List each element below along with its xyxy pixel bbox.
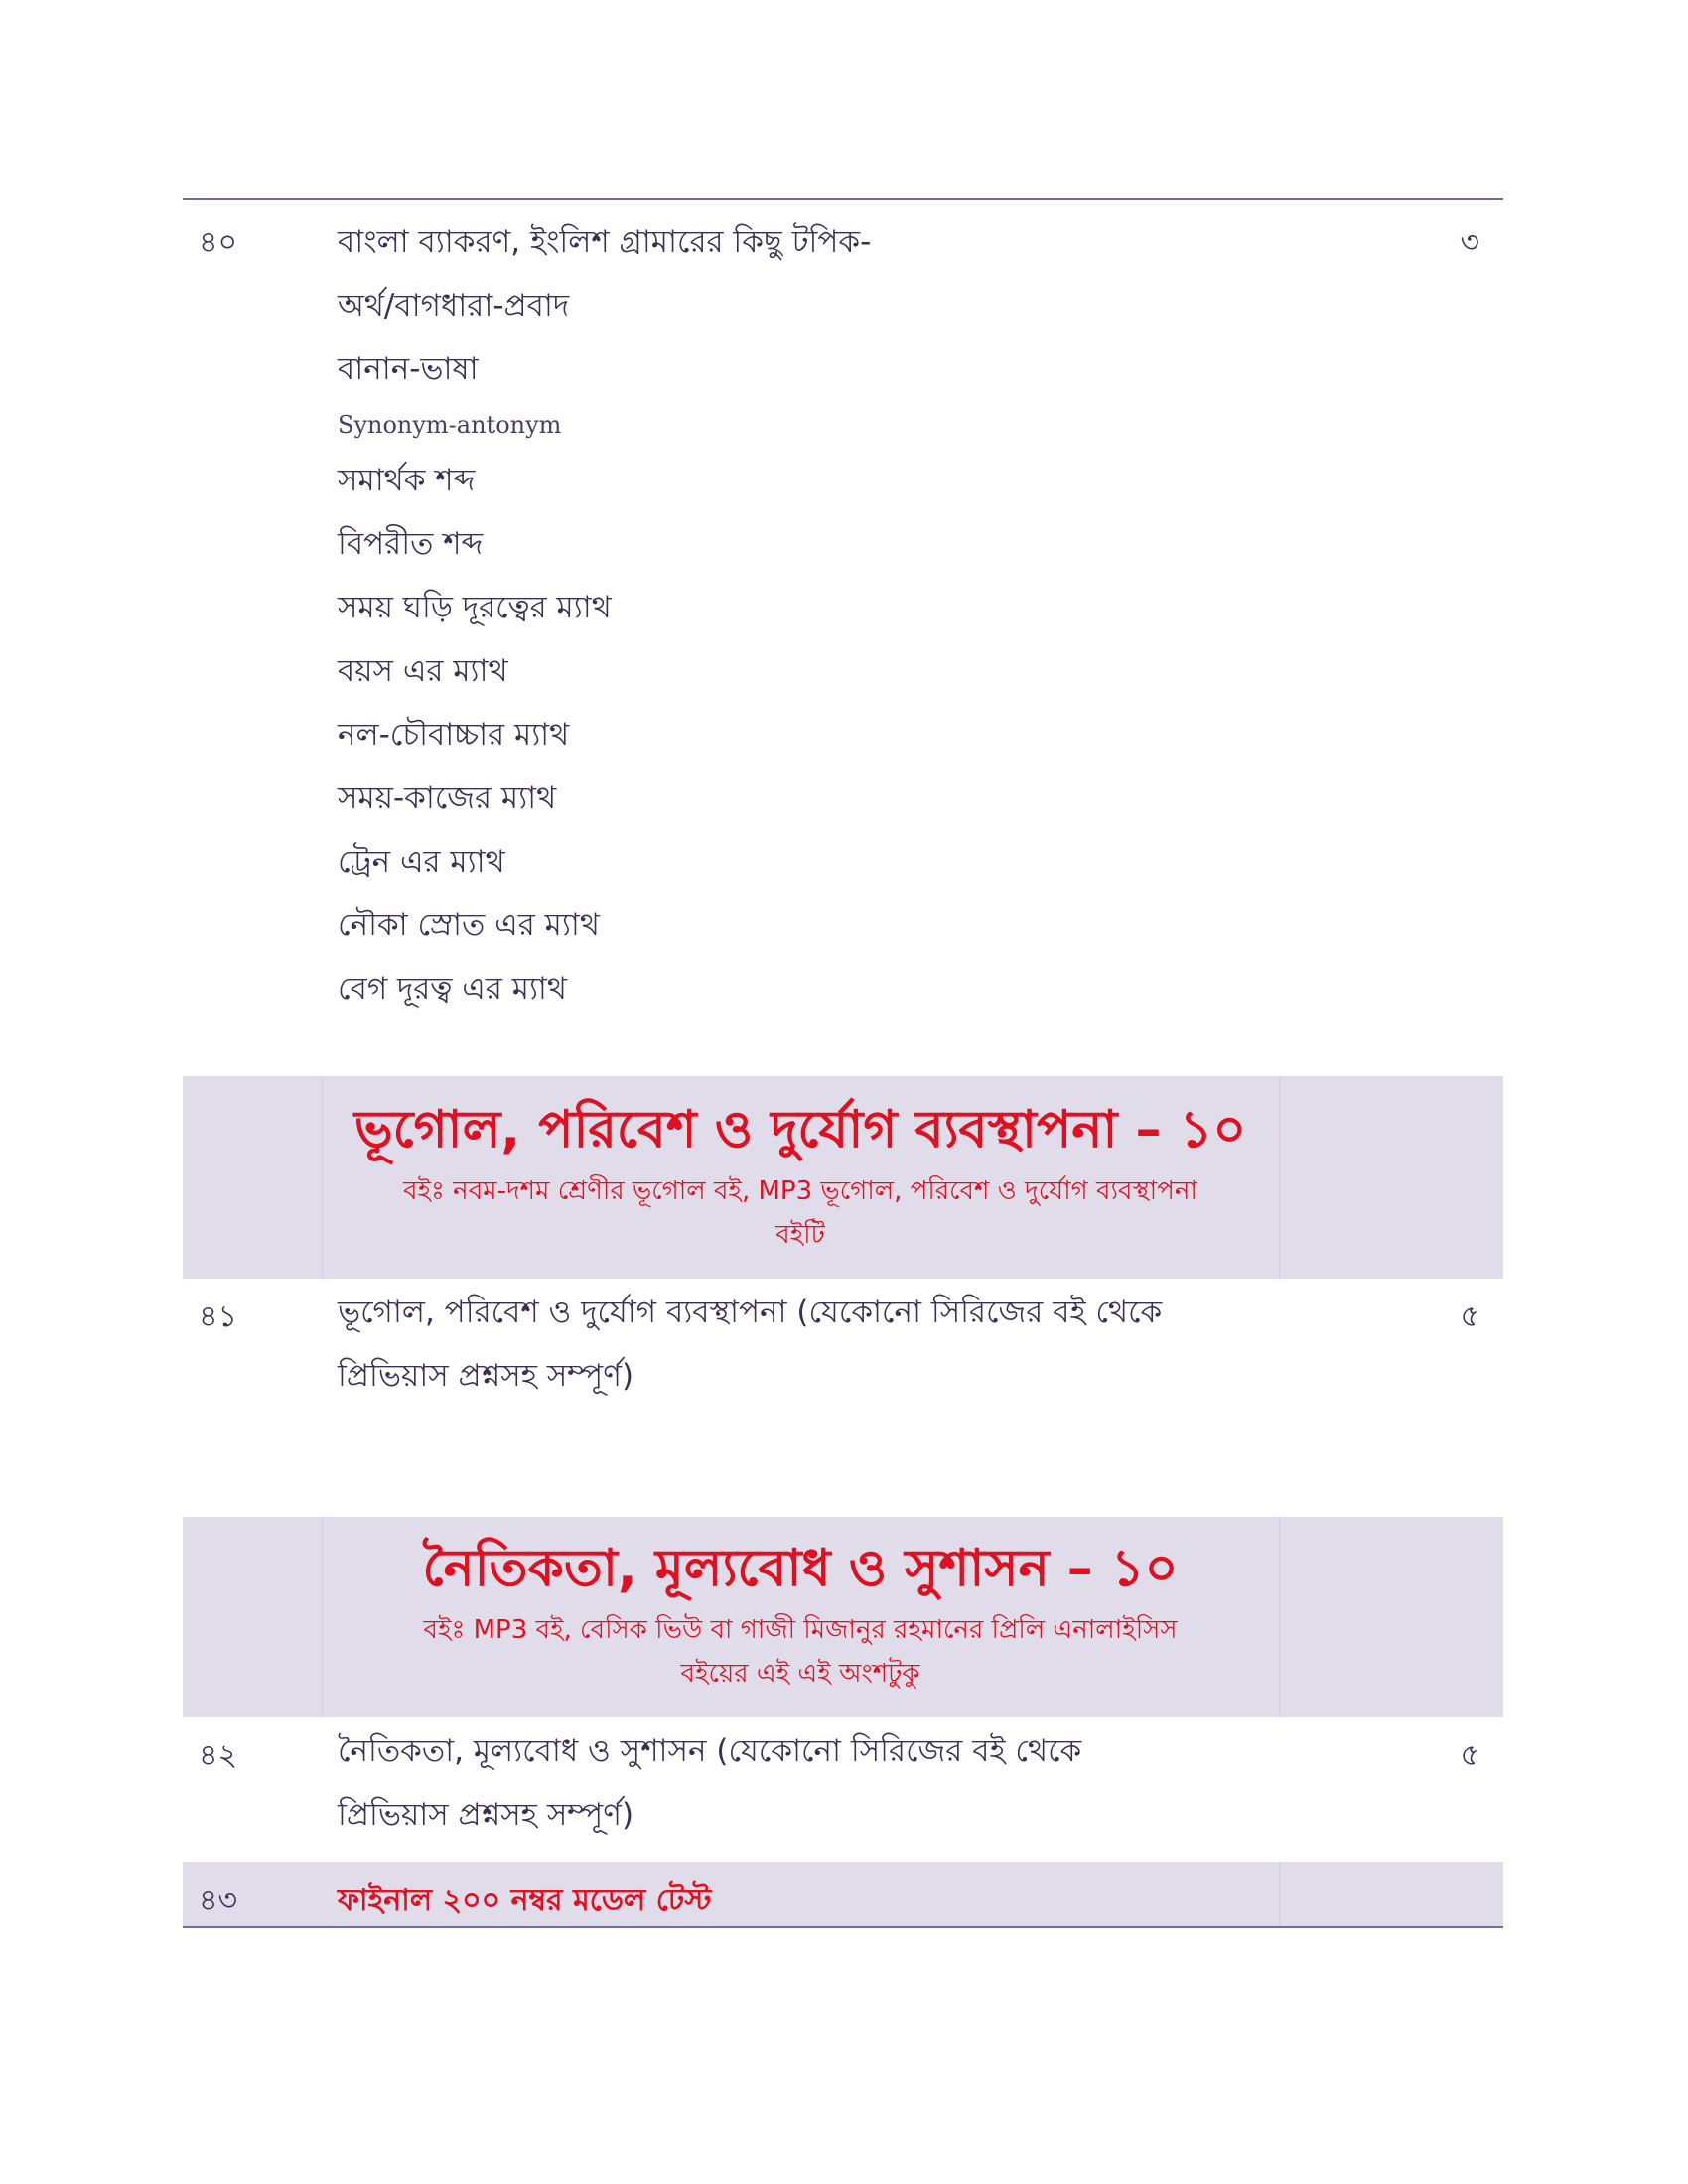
topic-line: বিপরীত শব্দ [338,526,484,562]
table-row-40 [183,210,1503,1005]
topic-line: সমার্থক শব্দ [338,463,476,498]
band-divider [1279,1076,1280,1279]
row-number: ৪১ [199,1299,237,1334]
band-divider [1279,1862,1280,1926]
final-model-test-title: ফাইনাল ২০০ নম্বর মডেল টেস্ট [338,1883,712,1918]
table-row-43 [183,1862,1503,1926]
section-header-ethics [183,1517,1503,1717]
section-books-line: বইটি [775,1220,825,1250]
row-topic [338,1719,1430,1846]
row-marks: ৩ [1460,225,1479,260]
topic-line: বাংলা ব্যাকরণ, ইংলিশ গ্রামারের কিছু টপিক- [338,224,872,260]
section-header-content [322,1529,1279,1696]
topic-line: সময় ঘড়ি দূরত্বের ম্যাথ [338,590,612,625]
section-books-line: বইঃ নবম-দশম শ্রেণীর ভূগোল বই, MP3 ভূগোল, পরিবেশ ও দুর্যোগ ব্যবস্থাপনা [403,1176,1197,1206]
section-books-line: বইঃ MP3 বই, বেসিক ভিউ বা গাজী মিজানুর রহমানের প্রিলি এনালাইসিস [423,1615,1178,1645]
table-row-41 [183,1281,1503,1420]
topic-line: সময়-কাজের ম্যাথ [338,780,557,816]
bottom-rule [183,1926,1503,1928]
topic-line: বেগ দূরত্ব এর ম্যাথ [338,971,568,1007]
section-header-content [322,1090,1279,1257]
topic-line: ট্রেন এর ম্যাথ [338,844,505,880]
table-row-42 [183,1719,1503,1858]
topic-line: Synonym-antonym [338,411,562,439]
section-books-line: বইয়ের এই এই অংশটুকু [680,1659,920,1689]
topic-line: বানান-ভাষা [338,351,479,387]
topic-line: ভূগোল, পরিবেশ ও দুর্যোগ ব্যবস্থাপনা (যেকোনো সিরিজের বই থেকে [338,1295,1163,1330]
row-number: ৪৩ [199,1883,237,1918]
topic-line: প্রিভিয়াস প্রশ্নসহ সম্পূর্ণ) [338,1358,634,1394]
row-topic [338,1281,1430,1408]
row-topic-list [338,210,1430,1021]
topic-line: নল-চৌবাচ্চার ম্যাথ [338,717,570,752]
row-marks: ৫ [1460,1738,1479,1773]
section-title: ভূগোল, পরিবেশ ও দুর্যোগ ব্যবস্থাপনা – ১০ [353,1100,1247,1160]
section-header-geography [183,1076,1503,1279]
topic-line: প্রিভিয়াস প্রশ্নসহ সম্পূর্ণ) [338,1797,634,1833]
row-number: ৪০ [199,225,237,260]
band-divider [1279,1517,1280,1717]
topic-line: অর্থ/বাগধারা-প্রবাদ [338,288,570,324]
topic-line: বয়স এর ম্যাথ [338,653,508,689]
top-rule [183,198,1503,200]
topic-line: নৌকা স্রোত এর ম্যাথ [338,907,600,943]
topic-line: নৈতিকতা, মূল্যবোধ ও সুশাসন (যেকোনো সিরিজের বই থেকে [338,1733,1082,1769]
section-title: নৈতিকতা, মূল্যবোধ ও সুশাসন – ১০ [422,1539,1179,1598]
row-marks: ৫ [1460,1299,1479,1334]
row-number: ৪২ [199,1738,237,1773]
